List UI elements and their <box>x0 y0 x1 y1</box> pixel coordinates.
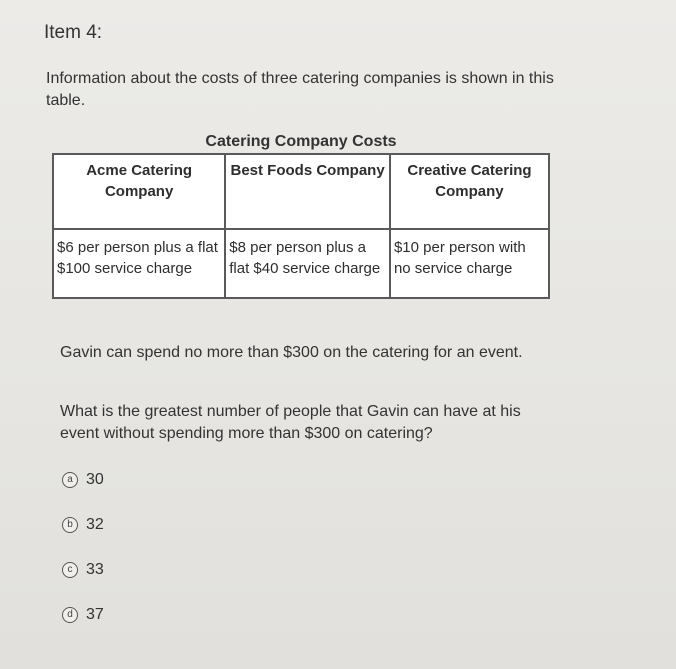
option-value: 37 <box>86 606 104 623</box>
intro-text: Information about the costs of three catering companies is shown in this table. <box>46 70 554 109</box>
option-value: 32 <box>86 516 104 533</box>
catering-costs-table <box>52 153 550 299</box>
table-row <box>53 229 549 298</box>
table-cell: $10 per person with no service charge <box>390 229 549 298</box>
question-prompt: What is the greatest number of people that Gavin can have at his event without spending more than $300 on catering? <box>60 403 521 442</box>
option-d[interactable] <box>62 603 104 627</box>
answer-options <box>62 468 104 648</box>
option-letter-icon: b <box>62 517 78 533</box>
column-header: Acme Catering Company <box>53 154 225 229</box>
option-c[interactable] <box>62 558 104 582</box>
option-b[interactable] <box>62 513 104 537</box>
table-title: Catering Company Costs <box>205 133 397 150</box>
option-value: 30 <box>86 471 104 488</box>
column-header: Creative Catering Company <box>390 154 549 229</box>
option-letter-icon: c <box>62 562 78 578</box>
option-value: 33 <box>86 561 104 578</box>
option-letter-icon: d <box>62 607 78 623</box>
item-title: Item 4: <box>44 22 103 43</box>
table-header-row <box>53 154 549 229</box>
table-cell: $6 per person plus a flat $100 service charge <box>53 229 225 298</box>
option-a[interactable] <box>62 468 104 492</box>
column-header: Best Foods Company <box>225 154 390 229</box>
table-cell: $8 per person plus a flat $40 service charge <box>225 229 390 298</box>
question-context: Gavin can spend no more than $300 on the catering for an event. <box>60 344 523 361</box>
option-letter-icon: a <box>62 472 78 488</box>
